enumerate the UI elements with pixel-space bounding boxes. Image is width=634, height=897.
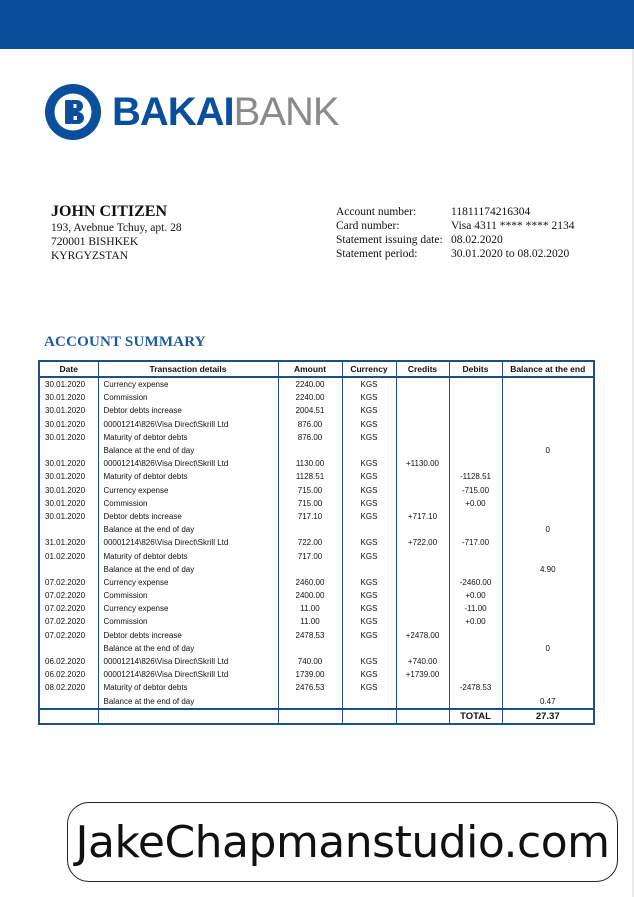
tx-debit: -2460.00 bbox=[449, 576, 502, 589]
tx-details: Commission bbox=[98, 497, 278, 510]
col-header-amount: Amount bbox=[278, 362, 342, 377]
brand-light: BANK bbox=[233, 90, 339, 134]
customer-address-2: 720001 BISHKEK bbox=[51, 236, 139, 248]
tx-balance bbox=[502, 431, 593, 444]
statement-period-row bbox=[336, 247, 574, 261]
tx-balance bbox=[502, 602, 593, 615]
tx-details: Maturity of debtor debts bbox=[98, 431, 278, 444]
tx-currency: KGS bbox=[342, 391, 396, 404]
tx-credit bbox=[396, 602, 449, 615]
tx-balance bbox=[502, 589, 593, 602]
tx-amount: 2240.00 bbox=[278, 377, 342, 391]
total-row bbox=[40, 709, 593, 723]
card-number: Visa 4311 **** **** 2134 bbox=[451, 220, 575, 232]
tx-credit bbox=[396, 497, 449, 510]
tx-credit bbox=[396, 523, 449, 536]
tx-date: 06.02.2020 bbox=[40, 655, 98, 668]
tx-currency: KGS bbox=[342, 536, 396, 549]
tx-date: 06.02.2020 bbox=[40, 668, 98, 681]
tx-date: 30.01.2020 bbox=[40, 484, 98, 497]
tx-details: Debtor debts increase bbox=[98, 510, 278, 523]
tx-balance bbox=[502, 655, 593, 668]
tx-credit: +717.10 bbox=[396, 510, 449, 523]
tx-balance: 0 bbox=[545, 446, 550, 456]
tx-debit: +0.00 bbox=[449, 615, 502, 628]
tx-debit bbox=[449, 629, 502, 642]
tx-amount: 715.00 bbox=[278, 497, 342, 510]
tx-balance bbox=[502, 457, 593, 470]
tx-amount: 717.10 bbox=[278, 510, 342, 523]
table-row bbox=[40, 655, 593, 668]
tx-debit: -2478.53 bbox=[449, 681, 502, 694]
tx-date: 30.01.2020 bbox=[40, 431, 98, 444]
issuing-date-label: Statement issuing date: bbox=[336, 234, 443, 246]
tx-currency: KGS bbox=[342, 576, 396, 589]
tx-credit bbox=[396, 377, 449, 391]
tx-debit: -715.00 bbox=[449, 484, 502, 497]
tx-currency: KGS bbox=[342, 457, 396, 470]
tx-amount bbox=[278, 695, 342, 709]
issuing-date: 08.02.2020 bbox=[451, 234, 503, 246]
tx-date: 30.01.2020 bbox=[40, 497, 98, 510]
tx-balance bbox=[502, 615, 593, 628]
tx-date bbox=[40, 523, 98, 536]
total-spacer bbox=[98, 709, 278, 723]
tx-debit: -11.00 bbox=[449, 602, 502, 615]
table-row bbox=[40, 418, 593, 431]
tx-debit bbox=[449, 377, 502, 391]
tx-amount: 11.00 bbox=[278, 615, 342, 628]
table-row bbox=[40, 629, 593, 642]
tx-amount bbox=[278, 523, 342, 536]
bank-wordmark bbox=[112, 92, 339, 132]
tx-date: 08.02.2020 bbox=[40, 681, 98, 694]
tx-details: Currency expense bbox=[98, 576, 278, 589]
tx-debit bbox=[449, 510, 502, 523]
table-row bbox=[40, 602, 593, 615]
tx-debit bbox=[449, 563, 502, 576]
tx-currency bbox=[342, 642, 396, 655]
tx-details: Currency expense bbox=[98, 484, 278, 497]
bank-logo bbox=[43, 82, 339, 142]
tx-credit: +2478.00 bbox=[396, 629, 449, 642]
tx-debit bbox=[449, 457, 502, 470]
tx-currency: KGS bbox=[342, 629, 396, 642]
tx-currency: KGS bbox=[342, 681, 396, 694]
total-spacer bbox=[342, 709, 396, 723]
tx-currency: KGS bbox=[342, 470, 396, 483]
tx-credit: +722.00 bbox=[396, 536, 449, 549]
table-row bbox=[40, 377, 593, 391]
total-spacer bbox=[396, 709, 449, 723]
tx-details: Commission bbox=[98, 615, 278, 628]
table-row bbox=[40, 681, 593, 694]
tx-balance bbox=[502, 668, 593, 681]
tx-currency bbox=[342, 563, 396, 576]
table-row bbox=[40, 695, 593, 709]
table-row bbox=[40, 510, 593, 523]
customer-block bbox=[51, 203, 182, 263]
tx-balance: 0 bbox=[545, 643, 550, 653]
tx-date: 30.01.2020 bbox=[40, 510, 98, 523]
tx-amount: 717.00 bbox=[278, 549, 342, 562]
tx-details: Balance at the end of day bbox=[98, 563, 278, 576]
tx-credit bbox=[396, 444, 449, 457]
tx-credit: +1739.00 bbox=[396, 668, 449, 681]
tx-debit bbox=[449, 668, 502, 681]
tx-credit bbox=[396, 615, 449, 628]
tx-amount bbox=[278, 444, 342, 457]
table-row bbox=[40, 431, 593, 444]
tx-amount: 740.00 bbox=[278, 655, 342, 668]
tx-balance bbox=[502, 391, 593, 404]
tx-currency bbox=[342, 444, 396, 457]
tx-date: 30.01.2020 bbox=[40, 377, 98, 391]
tx-balance bbox=[502, 549, 593, 562]
tx-amount: 11.00 bbox=[278, 602, 342, 615]
tx-balance: 0 bbox=[545, 525, 550, 535]
tx-details: Currency expense bbox=[98, 602, 278, 615]
tx-credit: +1130.00 bbox=[396, 457, 449, 470]
table-row bbox=[40, 589, 593, 602]
statement-period-label: Statement period: bbox=[336, 248, 418, 260]
customer-country: KYRGYZSTAN bbox=[51, 250, 129, 262]
tx-debit: -1128.51 bbox=[449, 470, 502, 483]
tx-credit bbox=[396, 589, 449, 602]
col-header-balance: Balance at the end bbox=[502, 362, 593, 377]
tx-date: 30.01.2020 bbox=[40, 470, 98, 483]
table-row bbox=[40, 391, 593, 404]
tx-amount: 1130.00 bbox=[278, 457, 342, 470]
tx-currency: KGS bbox=[342, 497, 396, 510]
tx-details: 00001214\826\Visa Direct\Skrill Ltd bbox=[98, 457, 278, 470]
tx-details: Balance at the end of day bbox=[98, 642, 278, 655]
tx-credit bbox=[396, 576, 449, 589]
table-row bbox=[40, 457, 593, 470]
tx-debit bbox=[449, 523, 502, 536]
tx-details: 00001214\826\Visa Direct\Skrill Ltd bbox=[98, 668, 278, 681]
tx-currency: KGS bbox=[342, 615, 396, 628]
tx-date: 30.01.2020 bbox=[40, 404, 98, 417]
tx-amount bbox=[278, 563, 342, 576]
tx-debit bbox=[449, 431, 502, 444]
tx-amount: 876.00 bbox=[278, 418, 342, 431]
bank-logo-icon bbox=[43, 82, 103, 142]
tx-balance bbox=[502, 404, 593, 417]
tx-debit bbox=[449, 549, 502, 562]
tx-details: Debtor debts increase bbox=[98, 629, 278, 642]
tx-details: Balance at the end of day bbox=[98, 695, 278, 709]
tx-date: 07.02.2020 bbox=[40, 602, 98, 615]
statement-period: 30.01.2020 to 08.02.2020 bbox=[451, 248, 570, 260]
tx-details: Commission bbox=[98, 391, 278, 404]
tx-debit bbox=[449, 444, 502, 457]
tx-balance bbox=[502, 470, 593, 483]
table-row bbox=[40, 576, 593, 589]
brand-bold: BAKAI bbox=[112, 90, 234, 134]
card-number-row bbox=[336, 219, 574, 233]
tx-details: Commission bbox=[98, 589, 278, 602]
tx-balance bbox=[502, 510, 593, 523]
tx-details: Balance at the end of day bbox=[98, 523, 278, 536]
watermark-banner bbox=[67, 802, 618, 882]
table-row bbox=[40, 563, 593, 576]
tx-date: 30.01.2020 bbox=[40, 391, 98, 404]
tx-currency bbox=[342, 695, 396, 709]
table-row bbox=[40, 615, 593, 628]
col-header-details: Transaction details bbox=[98, 362, 278, 377]
tx-details: Maturity of debtor debts bbox=[98, 470, 278, 483]
tx-details: Maturity of debtor debts bbox=[98, 549, 278, 562]
tx-currency: KGS bbox=[342, 484, 396, 497]
tx-currency: KGS bbox=[342, 431, 396, 444]
col-header-date: Date bbox=[40, 362, 98, 377]
tx-details: 00001214\826\Visa Direct\Skrill Ltd bbox=[98, 536, 278, 549]
account-details bbox=[336, 205, 574, 261]
tx-date: 07.02.2020 bbox=[40, 589, 98, 602]
tx-amount: 876.00 bbox=[278, 431, 342, 444]
col-header-credits: Credits bbox=[396, 362, 449, 377]
tx-currency: KGS bbox=[342, 377, 396, 391]
table-row bbox=[40, 523, 593, 536]
tx-credit bbox=[396, 470, 449, 483]
customer-name: JOHN CITIZEN bbox=[51, 203, 168, 220]
table-row bbox=[40, 549, 593, 562]
account-number: 11811174216304 bbox=[451, 206, 531, 218]
tx-date bbox=[40, 695, 98, 709]
top-banner bbox=[0, 0, 634, 49]
tx-currency: KGS bbox=[342, 418, 396, 431]
tx-currency: KGS bbox=[342, 510, 396, 523]
tx-details: 00001214\826\Visa Direct\Skrill Ltd bbox=[98, 655, 278, 668]
tx-credit bbox=[396, 391, 449, 404]
card-number-label: Card number: bbox=[336, 220, 400, 232]
tx-credit bbox=[396, 418, 449, 431]
table-row bbox=[40, 444, 593, 457]
total-value: 27.37 bbox=[502, 709, 593, 723]
tx-date: 07.02.2020 bbox=[40, 576, 98, 589]
tx-currency: KGS bbox=[342, 549, 396, 562]
tx-debit bbox=[449, 642, 502, 655]
total-spacer bbox=[278, 709, 342, 723]
tx-balance bbox=[502, 681, 593, 694]
tx-currency: KGS bbox=[342, 602, 396, 615]
tx-debit bbox=[449, 418, 502, 431]
tx-balance bbox=[502, 629, 593, 642]
table-header-row bbox=[40, 362, 593, 377]
tx-balance bbox=[502, 484, 593, 497]
tx-amount: 2476.53 bbox=[278, 681, 342, 694]
tx-debit bbox=[449, 655, 502, 668]
tx-currency: KGS bbox=[342, 404, 396, 417]
tx-credit bbox=[396, 549, 449, 562]
table-row bbox=[40, 497, 593, 510]
tx-amount: 2240.00 bbox=[278, 391, 342, 404]
tx-date bbox=[40, 642, 98, 655]
tx-balance bbox=[502, 377, 593, 391]
table-row bbox=[40, 642, 593, 655]
tx-amount: 1739.00 bbox=[278, 668, 342, 681]
tx-debit: -717.00 bbox=[449, 536, 502, 549]
tx-details: 00001214\826\Visa Direct\Skrill Ltd bbox=[98, 418, 278, 431]
tx-debit: +0.00 bbox=[449, 497, 502, 510]
tx-currency: KGS bbox=[342, 589, 396, 602]
table-row bbox=[40, 470, 593, 483]
tx-credit bbox=[396, 563, 449, 576]
tx-details: Balance at the end of day bbox=[98, 444, 278, 457]
table-row bbox=[40, 484, 593, 497]
total-spacer bbox=[40, 709, 98, 723]
tx-amount: 2400.00 bbox=[278, 589, 342, 602]
tx-date: 01.02.2020 bbox=[40, 549, 98, 562]
account-number-label: Account number: bbox=[336, 206, 417, 218]
tx-amount: 722.00 bbox=[278, 536, 342, 549]
col-header-debits: Debits bbox=[449, 362, 502, 377]
tx-debit: +0.00 bbox=[449, 589, 502, 602]
tx-date: 07.02.2020 bbox=[40, 629, 98, 642]
tx-credit bbox=[396, 681, 449, 694]
account-summary-title: ACCOUNT SUMMARY bbox=[44, 334, 206, 350]
tx-details: Maturity of debtor debts bbox=[98, 681, 278, 694]
tx-balance: 4.90 bbox=[539, 564, 556, 574]
col-header-currency: Currency bbox=[342, 362, 396, 377]
account-number-row bbox=[336, 205, 574, 219]
tx-amount: 1128.51 bbox=[278, 470, 342, 483]
tx-credit bbox=[396, 404, 449, 417]
tx-details: Currency expense bbox=[98, 377, 278, 391]
tx-date bbox=[40, 444, 98, 457]
tx-date bbox=[40, 563, 98, 576]
tx-amount: 715.00 bbox=[278, 484, 342, 497]
tx-balance bbox=[502, 418, 593, 431]
tx-amount: 2478.53 bbox=[278, 629, 342, 642]
tx-debit bbox=[449, 695, 502, 709]
tx-credit: +740.00 bbox=[396, 655, 449, 668]
tx-credit bbox=[396, 431, 449, 444]
tx-debit bbox=[449, 404, 502, 417]
table-row bbox=[40, 668, 593, 681]
tx-amount: 2460.00 bbox=[278, 576, 342, 589]
tx-amount bbox=[278, 642, 342, 655]
tx-date: 30.01.2020 bbox=[40, 457, 98, 470]
tx-balance bbox=[502, 497, 593, 510]
watermark-text: JakeChapmanstudio.com bbox=[75, 816, 610, 868]
transactions-body bbox=[40, 377, 593, 709]
tx-currency: KGS bbox=[342, 655, 396, 668]
issuing-date-row bbox=[336, 233, 574, 247]
tx-date: 31.01.2020 bbox=[40, 536, 98, 549]
tx-credit bbox=[396, 484, 449, 497]
table-row bbox=[40, 536, 593, 549]
tx-balance bbox=[502, 576, 593, 589]
tx-balance: 0.47 bbox=[539, 696, 556, 706]
tx-date: 30.01.2020 bbox=[40, 418, 98, 431]
tx-date: 07.02.2020 bbox=[40, 615, 98, 628]
tx-currency: KGS bbox=[342, 668, 396, 681]
account-summary-table bbox=[38, 360, 595, 725]
tx-balance bbox=[502, 536, 593, 549]
tx-details: Debtor debts increase bbox=[98, 404, 278, 417]
tx-credit bbox=[396, 695, 449, 709]
tx-currency bbox=[342, 523, 396, 536]
table-row bbox=[40, 404, 593, 417]
tx-credit bbox=[396, 642, 449, 655]
total-label: TOTAL bbox=[449, 709, 502, 723]
tx-debit bbox=[449, 391, 502, 404]
tx-amount: 2004.51 bbox=[278, 404, 342, 417]
customer-address-1: 193, Avebnue Tchuy, apt. 28 bbox=[51, 222, 182, 234]
